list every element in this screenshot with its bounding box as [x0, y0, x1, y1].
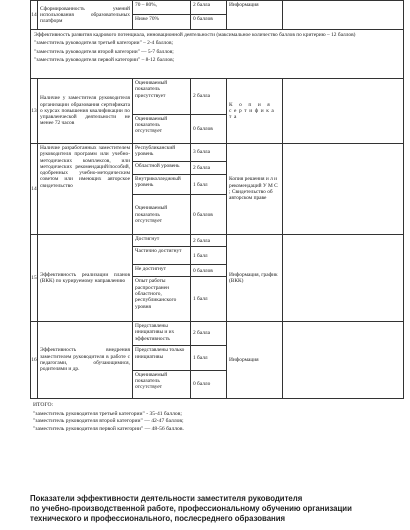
indicator-cell: Эффективность реализации планов (ВКК) по курируемому направлению: [38, 235, 133, 322]
criterion-cell: Представлены инициативы и их эффективность: [133, 322, 191, 346]
source-cell: К о п и я сертификата: [227, 79, 283, 144]
points-cell: 2 балла: [191, 322, 227, 346]
points-cell: 2 балла: [191, 235, 227, 247]
table-row: [31, 322, 404, 346]
total-summary: [30, 402, 403, 432]
indicator-cell: Сформированность умений использования образовательных платформ: [38, 1, 133, 30]
summary-row: [31, 30, 404, 79]
total-line: "заместитель руководителя первой категории" — 48-56 баллов.: [33, 425, 184, 432]
criterion-cell: 70 – 80%,: [133, 1, 191, 15]
criterion-cell: Оцениваемый показатель отсутствует: [133, 370, 191, 399]
total-line: "заместитель руководителя второй категории" — 42-47 баллов;: [33, 418, 184, 425]
points-cell: 2 балла: [191, 79, 227, 115]
criterion-cell: Республиканский уровень: [133, 144, 191, 162]
points-cell: 1 балл: [191, 175, 227, 195]
points-cell: 3 балла: [191, 144, 227, 162]
row-number: 14: [31, 144, 38, 235]
indicator-cell: Эффективность внедрения заместителем руководителя в работе с педагогами, обучающимися, родителями и др.: [38, 322, 133, 399]
criterion-cell: Частично достигнут: [133, 247, 191, 265]
empty-cell: [283, 322, 404, 399]
row-number: 13: [31, 79, 38, 144]
section-heading: [30, 494, 390, 524]
heading-line: Показатели эффективности деятельности заместителя руководителя: [30, 494, 303, 503]
points-cell: 1 балл: [191, 247, 227, 265]
criterion-cell: Ниже 70%: [133, 14, 191, 29]
points-cell: 0 балло: [191, 370, 227, 399]
summary-line: "заместитель руководителя второй категории" — 5-7 баллов;: [34, 48, 174, 55]
source-cell: Информация: [227, 1, 283, 30]
points-cell: 0 баллов: [191, 195, 227, 235]
points-cell: 0 баллов: [191, 14, 227, 29]
empty-cell: [283, 144, 404, 235]
criterion-cell: Опыт работы распространен областного, республиканского уровня: [133, 277, 191, 322]
indicator-cell: Наличие у заместителя руководителя организации образования сертификата о курсах повышения квалификации по управленческой деятельности не менее 72 часов: [38, 79, 133, 144]
points-cell: 0 баллов: [191, 265, 227, 277]
points-cell: 2 балла: [191, 1, 227, 15]
criteria-page: [30, 0, 403, 432]
total-title: ИТОГО:: [33, 402, 54, 408]
points-cell: 1 балл: [191, 346, 227, 370]
source-cell: Информация: [227, 322, 283, 399]
points-cell: 2 балла: [191, 162, 227, 175]
empty-cell: [283, 79, 404, 144]
criterion-cell: Оцениваемый показатель присутствует: [133, 79, 191, 115]
total-line: "заместитель руководителя третьей категории" - 35-41 баллов;: [33, 410, 182, 417]
criterion-cell: Оцениваемый показатель отсутствует: [133, 195, 191, 235]
row-number: 15: [31, 235, 38, 322]
source-cell: Информация, график (ВКК): [227, 235, 283, 322]
source-cell: Копия решения и л и рекомендаций У М С ; Свидетельство об авторском праве: [227, 144, 283, 235]
summary-line: "заместитель руководителя первой категории" – 8-12 баллов;: [34, 57, 175, 64]
criteria-table: [30, 0, 404, 399]
heading-line: технического и профессионального, послесреднего образования: [30, 514, 286, 523]
summary-title: Эффективность развития кадрового потенциала, инновационной деятельности (максимальное количество баллов по критерию – 12 баллов): [34, 32, 356, 38]
empty-cell: [283, 1, 404, 30]
table-row: [31, 144, 404, 162]
indicator-cell: Наличие разработанных заместителем руководителя программ или учебно-методических комплексов, или методических рекомендаций/пособий, одобренных учебно-методическим советом или имеющих авторское свидетельство: [38, 144, 133, 235]
criterion-cell: Оцениваемый показатель отсутствует: [133, 114, 191, 143]
criterion-cell: Достигнут: [133, 235, 191, 247]
summary-line: "заместитель руководителя третьей категории" – 2-4 баллов;: [34, 40, 173, 47]
points-cell: 1 балл: [191, 277, 227, 322]
criterion-cell: Областной уровень: [133, 162, 191, 175]
row-number: 14: [31, 1, 38, 30]
heading-line: по учебно-производственной работе, профессиональному обучению организации: [30, 504, 352, 513]
criterion-cell: Не достигнут: [133, 265, 191, 277]
points-cell: 0 баллов: [191, 114, 227, 143]
criterion-cell: Представлены только инициативы: [133, 346, 191, 370]
empty-cell: [283, 235, 404, 322]
table-row: [31, 235, 404, 247]
table-row: [31, 79, 404, 115]
row-number: 16: [31, 322, 38, 399]
criterion-cell: Внутриколледжный уровень: [133, 175, 191, 195]
table-row: [31, 1, 404, 15]
